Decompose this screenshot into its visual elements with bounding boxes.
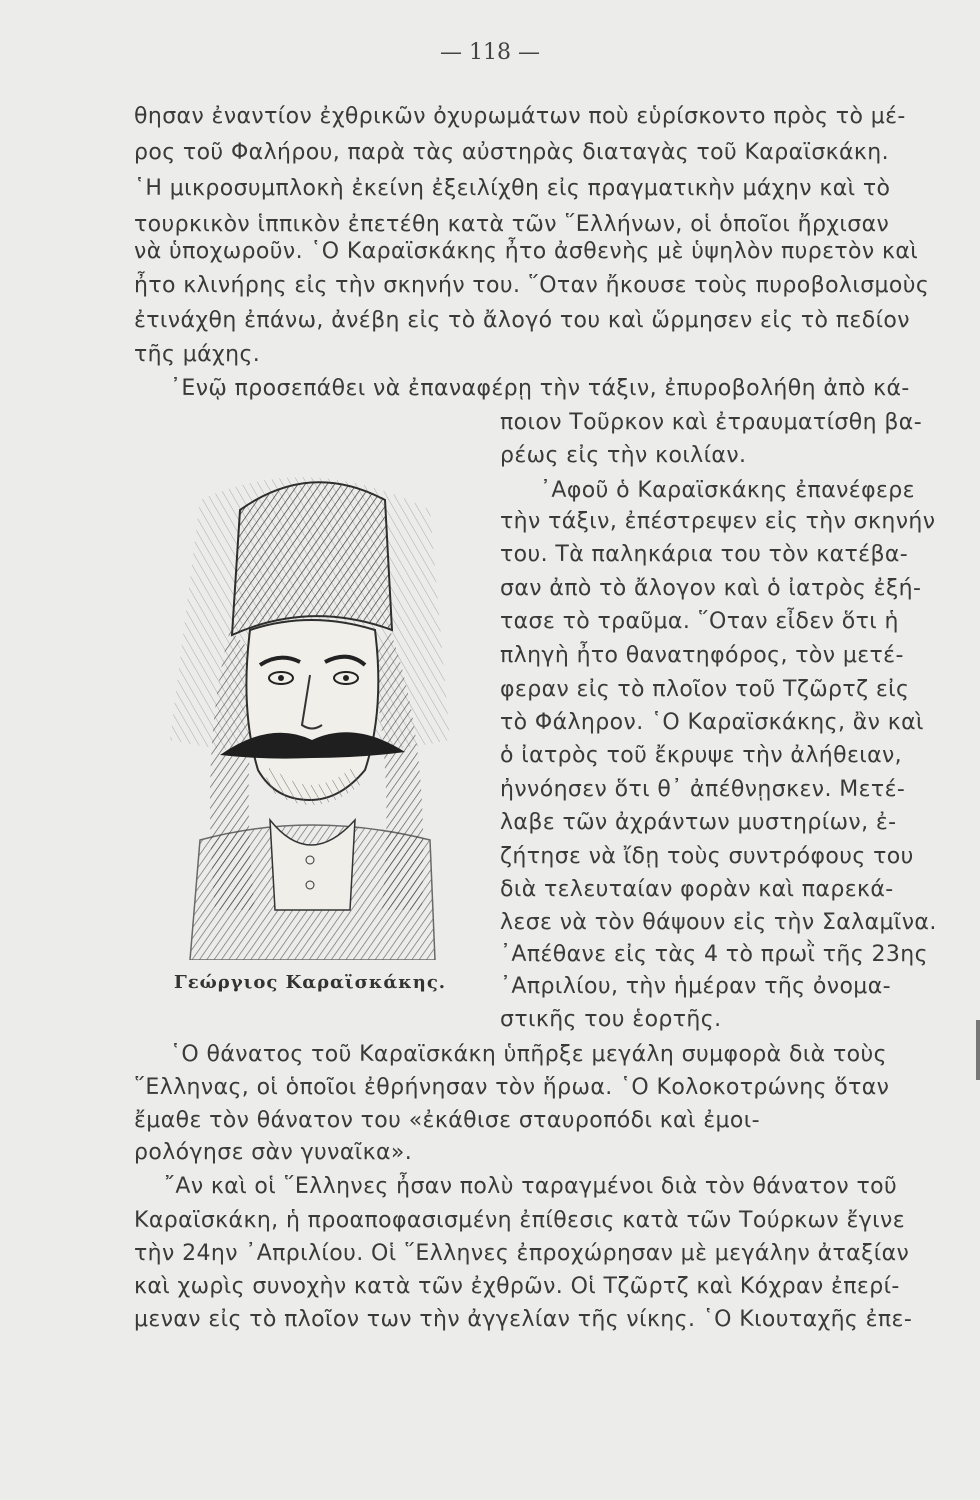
text-line: ῾Ο θάνατος τοῦ Καραϊσκάκη ὑπῆρξε μεγάλη συμφορὰ διὰ τοὺς bbox=[170, 1042, 887, 1067]
text-line: τὴν 24ην ᾿Απριλίου. Οἱ ῞Ελληνες ἐπροχώρησαν μὲ μεγάλην ἀταξίαν bbox=[134, 1241, 910, 1266]
text-line: Καραϊσκάκη, ἡ προαποφασισμένη ἐπίθεσις κατὰ τῶν Τούρκων ἔγινε bbox=[134, 1208, 906, 1233]
text-line: διὰ τελευταίαν φορὰν καὶ παρεκά- bbox=[500, 877, 894, 902]
text-line: ῞Ελληνας, οἱ ὁποῖοι ἐθρήνησαν τὸν ἥρωα. ῾Ο Κολοκοτρώνης ὅταν bbox=[134, 1075, 890, 1100]
text-line: ᾿Ενῷ προσεπάθει νὰ ἐπαναφέρῃ τὴν τάξιν, ἐπυροβολήθη ἀπὸ κά- bbox=[170, 376, 910, 401]
text-line: πληγὴ ἦτο θανατηφόρος, τὸν μετέ- bbox=[500, 643, 904, 668]
figure-caption: Γεώργιος Καραϊσκάκης. bbox=[173, 972, 447, 993]
text-line: τουρκικὸν ἱππικὸν ἐπετέθη κατὰ τῶν ῞Ελλήνων, οἱ ὁποῖοι ἤρχισαν bbox=[134, 212, 890, 237]
text-line: τὸ Φάληρον. ῾Ο Καραϊσκάκης, ἂν καὶ bbox=[500, 710, 924, 735]
text-line: ἦτο κλινήρης εἰς τὴν σκηνήν του. ῞Οταν ἤκουσε τοὺς πυροβολισμοὺς bbox=[134, 273, 930, 298]
text-line: λεσε νὰ τὸν θάψουν εἰς τὴν Σαλαμῖνα. bbox=[500, 910, 937, 935]
text-line: στικῆς του ἑορτῆς. bbox=[500, 1007, 722, 1032]
text-line: ποιον Τοῦρκον καὶ ἐτραυματίσθη βα- bbox=[500, 410, 923, 435]
text-line: ᾿Αφοῦ ὁ Καραϊσκάκης ἐπανέφερε bbox=[540, 478, 915, 503]
page-number: — 118 — bbox=[440, 40, 540, 65]
text-line: τῆς μάχης. bbox=[134, 342, 261, 367]
page-edge-mark bbox=[976, 1020, 980, 1080]
text-line: ᾿Απριλίου, τὴν ἡμέραν τῆς ὀνομα- bbox=[500, 974, 891, 999]
portrait-illustration bbox=[160, 440, 460, 960]
text-line: ἠννόησεν ὅτι θ᾿ ἀπέθνῃσκεν. Μετέ- bbox=[500, 777, 906, 802]
text-line: ῎Αν καὶ οἱ ῞Ελληνες ἦσαν πολὺ ταραγμένοι διὰ τὸν θάνατον τοῦ bbox=[164, 1174, 898, 1199]
text-line: φεραν εἰς τὸ πλοῖον τοῦ Τζῶρτζ εἰς bbox=[500, 677, 910, 702]
text-line: σαν ἀπὸ τὸ ἄλογον καὶ ὁ ἰατρὸς ἐξή- bbox=[500, 576, 922, 601]
text-line: νὰ ὑποχωροῦν. ῾Ο Καραϊσκάκης ἦτο ἀσθενὴς μὲ ὑψηλὸν πυρετὸν καὶ bbox=[134, 239, 919, 264]
text-line: μεναν εἰς τὸ πλοῖον των τὴν ἀγγελίαν τῆς νίκης. ῾Ο Κιουταχῆς ἐπε- bbox=[134, 1307, 913, 1332]
text-line: τὴν τάξιν, ἐπέστρεψεν εἰς τὴν σκηνήν bbox=[500, 509, 936, 534]
text-line: ζήτησε νὰ ἴδῃ τοὺς συντρόφους του bbox=[500, 844, 914, 869]
text-line: ᾿Απέθανε εἰς τὰς 4 τὸ πρωῒ τῆς 23ης bbox=[500, 942, 928, 967]
text-line: καὶ χωρὶς συνοχὴν κατὰ τῶν ἐχθρῶν. Οἱ Τζῶρτζ καὶ Κόχραν ἐπερί- bbox=[134, 1274, 900, 1299]
text-line: ρολόγησε σὰν γυναῖκα». bbox=[134, 1140, 413, 1165]
text-line: τασε τὸ τραῦμα. ῞Οταν εἶδεν ὅτι ἡ bbox=[500, 609, 899, 634]
text-line: ῾Η μικροσυμπλοκὴ ἐκείνη ἐξειλίχθη εἰς πραγματικὴν μάχην καὶ τὸ bbox=[134, 176, 891, 201]
text-line: ρος τοῦ Φαλήρου, παρὰ τὰς αὐστηρὰς διαταγὰς τοῦ Καραϊσκάκη. bbox=[134, 140, 890, 165]
text-line: ρέως εἰς τὴν κοιλίαν. bbox=[500, 443, 747, 468]
text-line: του. Τὰ παληκάρια του τὸν κατέβα- bbox=[500, 542, 909, 567]
text-line: ἔμαθε τὸν θάνατον του «ἐκάθισε σταυροπόδι καὶ ἐμοι- bbox=[134, 1108, 760, 1133]
text-line: θησαν ἐναντίον ἐχθρικῶν ὀχυρωμάτων ποὺ εὑρίσκοντο πρὸς τὸ μέ- bbox=[134, 104, 906, 129]
text-line: ἐτινάχθη ἐπάνω, ἀνέβη εἰς τὸ ἄλογό του καὶ ὥρμησεν εἰς τὸ πεδίον bbox=[134, 308, 910, 333]
text-line: λαβε τῶν ἀχράντων μυστηρίων, ἐ- bbox=[500, 810, 897, 835]
text-line: ὁ ἰατρὸς τοῦ ἔκρυψε τὴν ἀλήθειαν, bbox=[500, 743, 903, 768]
